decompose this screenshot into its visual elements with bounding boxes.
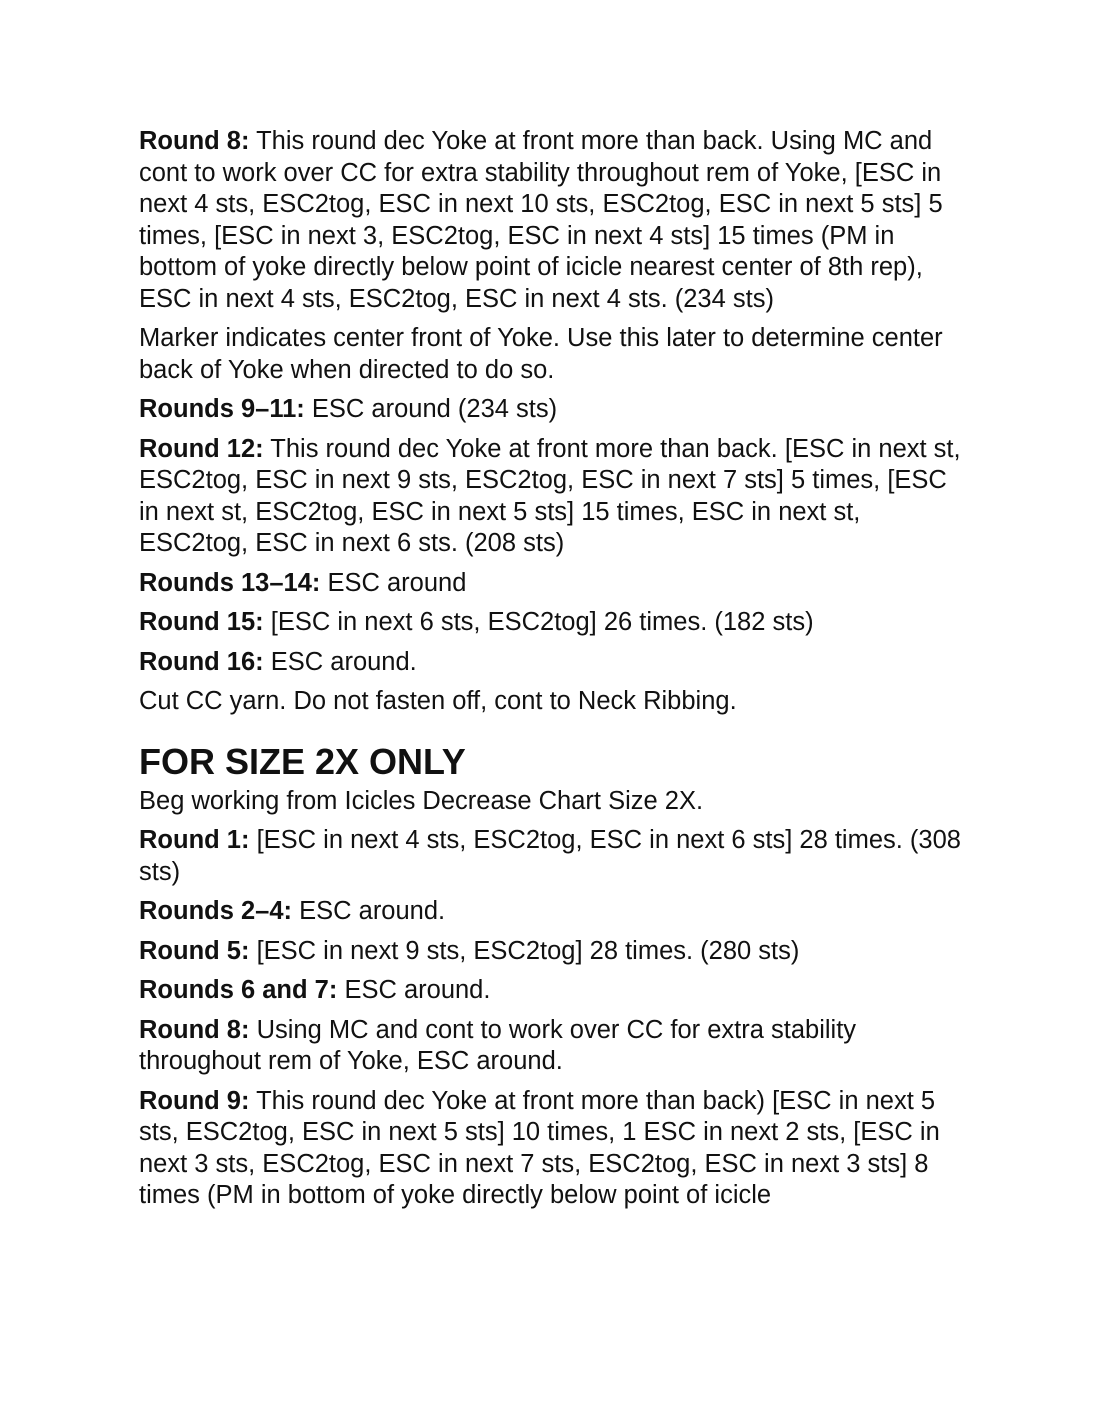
note-text: Cut CC yarn. Do not fasten off, cont to Neck Ribbing.	[139, 687, 737, 715]
rounds-13-14-instruction	[139, 568, 969, 600]
round-label: Round 5:	[139, 936, 250, 965]
round-text: ESC around.	[337, 976, 491, 1004]
round-text: ESC around	[320, 568, 467, 597]
document-page	[139, 126, 969, 1220]
round-text: ESC around.	[292, 897, 446, 925]
rounds-6-7-instruction	[139, 975, 969, 1007]
round-label: Round 12:	[139, 434, 264, 463]
chart-intro	[139, 786, 969, 818]
section-heading: FOR SIZE 2X ONLY	[139, 740, 466, 782]
round-9-2x-instruction	[139, 1086, 969, 1212]
round-label: Round 9:	[139, 1086, 250, 1115]
rounds-2-4-instruction	[139, 896, 969, 928]
note-text: Marker indicates center front of Yoke. Use this later to determine center back of Yoke when directed to do so.	[139, 324, 943, 384]
round-label: Round 15:	[139, 608, 264, 636]
round-label: Rounds 13–14:	[139, 568, 321, 597]
round-text: [ESC in next 6 sts, ESC2tog] 26 times. (182 sts)	[263, 608, 814, 636]
round-text: This round dec Yoke at front more than back. [ESC in next st, ESC2tog, ESC in next 9 sts, ESC2tog, ESC in next 7 sts] 5 times, [ESC in next st, ESC2tog, ESC in next 5 sts] 15 times, ESC in next st, ESC2tog, ESC in next 6 sts. (208 sts)	[139, 434, 961, 557]
round-label: Round 8:	[139, 1015, 250, 1044]
round-12-instruction	[139, 434, 969, 560]
round-text: [ESC in next 9 sts, ESC2tog] 28 times. (280 sts)	[249, 936, 800, 965]
round-label: Rounds 2–4:	[139, 897, 293, 925]
round-8-2x-instruction	[139, 1015, 969, 1078]
round-label: Rounds 9–11:	[139, 395, 305, 423]
note-text: Beg working from Icicles Decrease Chart Size 2X.	[139, 786, 704, 815]
round-text: ESC around.	[263, 647, 417, 676]
round-15-instruction	[139, 607, 969, 639]
round-text: [ESC in next 4 sts, ESC2tog, ESC in next 6 sts] 28 times. (308 sts)	[139, 826, 961, 886]
round-16-instruction	[139, 647, 969, 679]
round-5-instruction	[139, 936, 969, 968]
round-text: This round dec Yoke at front more than back) [ESC in next 5 sts, ESC2tog, ESC in next 5 sts] 10 times, 1 ESC in next 2 sts, [ESC in next 3 sts, ESC2tog, ESC in next 7 sts, ESC2tog, ESC in next 3 sts] 8 times (PM in bottom of yoke directly below point of icicle	[139, 1086, 940, 1209]
round-1-instruction	[139, 825, 969, 888]
rounds-9-11-instruction	[139, 394, 969, 426]
marker-note	[139, 323, 969, 386]
round-8-instruction	[139, 126, 969, 315]
round-text: Using MC and cont to work over CC for extra stability throughout rem of Yoke, ESC around.	[139, 1015, 857, 1075]
round-label: Round 1:	[139, 826, 250, 854]
round-label: Round 8:	[139, 127, 250, 155]
cut-yarn-note	[139, 686, 969, 718]
round-text: This round dec Yoke at front more than back. Using MC and cont to work over CC for extra stability throughout rem of Yoke, [ESC in next 4 sts, ESC2tog, ESC in next 10 sts, ESC2tog, ESC in next 5 sts] 5 times, [ESC in next 3, ESC2tog, ESC in next 4 sts] 15 times (PM in bottom of yoke directly below point of icicle nearest center of 8th rep), ESC in next 4 sts, ESC2tog, ESC in next 4 sts. (234 sts)	[139, 127, 943, 313]
round-label: Rounds 6 and 7:	[139, 976, 338, 1004]
round-label: Round 16:	[139, 647, 264, 676]
round-text: ESC around (234 sts)	[304, 395, 558, 423]
